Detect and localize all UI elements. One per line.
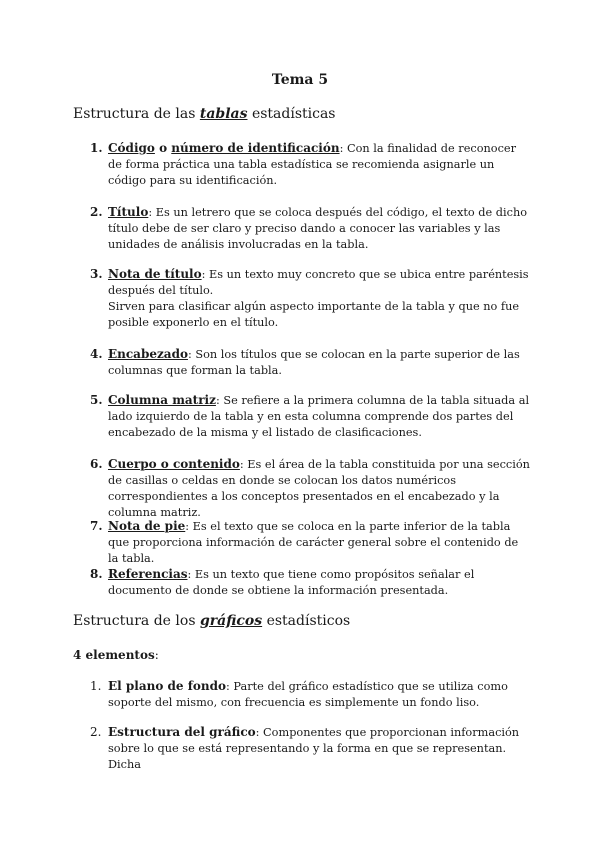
item-text: : Es un texto muy concreto que se ubica entre paréntesis después del título.	[108, 268, 529, 297]
item-text: : Es un texto que tiene como propósitos señalar el documento de donde se obtiene la información presentada.	[108, 568, 475, 597]
item-text: : Componentes que proporcionan información sobre lo que se está representando y la forma en que se representan. Dicha	[108, 726, 520, 771]
item-number: 1.	[90, 141, 103, 155]
list-item	[90, 346, 530, 379]
list-item	[90, 678, 530, 711]
item-term: Título	[108, 205, 149, 219]
list-item	[90, 392, 530, 441]
list-item	[90, 266, 530, 331]
elements-label	[73, 648, 159, 662]
tables-list	[90, 266, 530, 331]
item-term: Código	[108, 141, 155, 155]
list-item	[90, 518, 530, 567]
item-term: El plano de fondo	[108, 679, 227, 693]
item-term-secondary: número de identificación	[171, 141, 340, 155]
tables-list	[90, 456, 530, 521]
elements-label-colon: :	[154, 648, 159, 662]
item-number: 2.	[90, 725, 102, 739]
item-number: 7.	[90, 519, 103, 533]
item-number: 6.	[90, 457, 103, 471]
list-item	[90, 724, 530, 773]
list-item	[90, 456, 530, 521]
item-connector: o	[154, 141, 172, 155]
graphs-list	[90, 678, 530, 711]
tables-list	[90, 392, 530, 441]
heading-emphasis: tablas	[199, 106, 248, 122]
page-title: Tema 5	[271, 72, 329, 88]
list-item	[90, 140, 530, 189]
tables-list	[90, 140, 530, 189]
heading-prefix: Estructura de los	[73, 613, 196, 629]
item-number: 2.	[90, 205, 103, 219]
tables-list	[90, 204, 530, 253]
item-text: : Es el texto que se coloca en la parte inferior de la tabla que proporciona información de carácter general sobre el contenido de la tabla.	[108, 520, 519, 565]
item-text: : Es el área de la tabla constituida por una sección de casillas o celdas en donde se colocan los datos numéricos correspondientes a los conceptos presentados en el encabezado y la columna matriz.	[108, 458, 530, 519]
item-term: Nota de pie	[108, 519, 186, 533]
elements-label-bold: 4 elementos	[73, 648, 155, 662]
item-text: : Son los títulos que se colocan en la parte superior de las columnas que forman la tabla.	[108, 348, 520, 377]
item-term: Columna matriz	[108, 393, 216, 407]
item-number: 1.	[90, 679, 102, 693]
item-term: Cuerpo o contenido	[108, 457, 240, 471]
heading-suffix: estadísticas	[251, 106, 336, 122]
tables-list	[90, 346, 530, 379]
heading-suffix: estadísticos	[266, 613, 351, 629]
item-text-continued: Sirven para clasificar algún aspecto importante de la tabla y que no fue posible exponerlo en el título.	[108, 300, 520, 329]
tables-section-heading	[73, 106, 335, 122]
item-term: Encabezado	[108, 347, 188, 361]
heading-prefix: Estructura de las	[73, 106, 196, 122]
item-number: 5.	[90, 393, 103, 407]
item-number: 4.	[90, 347, 103, 361]
item-text: : Parte del gráfico estadístico que se utiliza como soporte del mismo, con frecuencia es simplemente un fondo liso.	[108, 680, 508, 709]
item-text: : Con la finalidad de reconocer de forma práctica una tabla estadística se recomienda asignarle un código para su identificación.	[108, 142, 516, 187]
list-item	[90, 204, 530, 253]
item-number: 3.	[90, 267, 103, 281]
item-text: : Es un letrero que se coloca después del código, el texto de dicho título debe de ser claro y preciso dando a conocer las variables y las unidades de análisis involucradas en la tabla.	[108, 206, 528, 251]
item-term: Referencias	[108, 567, 188, 581]
tables-list	[90, 566, 530, 599]
item-term: Estructura del gráfico	[108, 725, 256, 739]
tables-list	[90, 518, 530, 567]
item-number: 8.	[90, 567, 103, 581]
item-text: : Se refiere a la primera columna de la tabla situada al lado izquierdo de la tabla y en esta columna comprende dos partes del encabezado de la misma y el listado de clasificaciones.	[108, 394, 530, 439]
graphs-section-heading	[73, 613, 350, 629]
item-term: Nota de título	[108, 267, 202, 281]
heading-emphasis: gráficos	[199, 613, 263, 629]
list-item	[90, 566, 530, 599]
graphs-list	[90, 724, 530, 773]
